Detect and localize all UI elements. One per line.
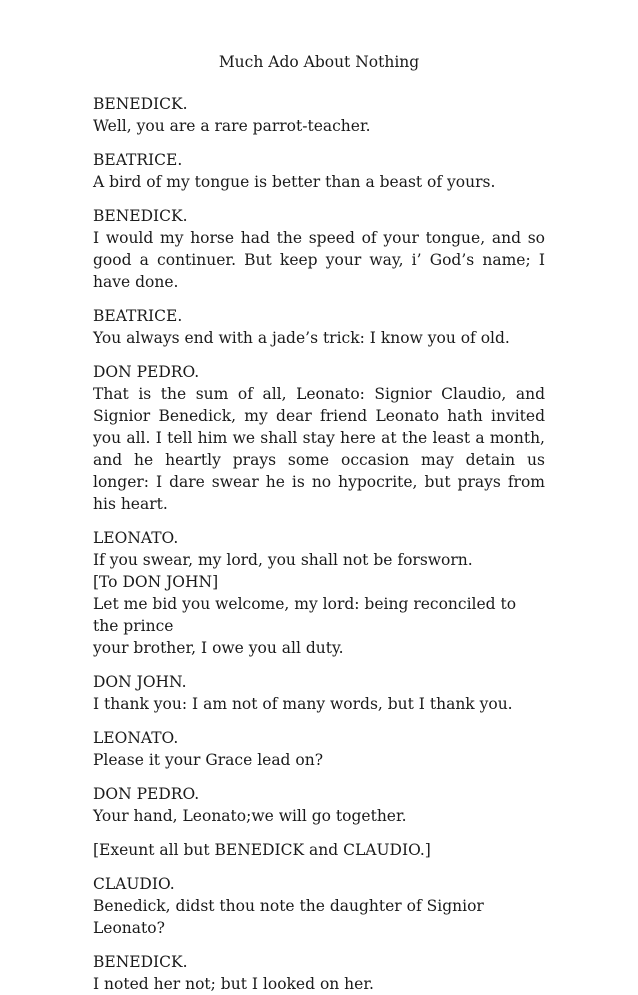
- dialogue-block: [93, 361, 545, 515]
- speaker-name: DON PEDRO.: [93, 363, 200, 381]
- dialogue-block: [93, 671, 545, 715]
- dialogue-block: [93, 149, 545, 193]
- dialogue-block: [93, 305, 545, 349]
- speaker-name: BENEDICK.: [93, 953, 188, 971]
- stage-direction: [To DON JOHN]: [93, 573, 219, 591]
- dialogue-line: A bird of my tongue is better than a beast of yours.: [93, 173, 496, 191]
- speaker-name: BEATRICE.: [93, 307, 183, 325]
- speaker-name: BENEDICK.: [93, 95, 188, 113]
- dialogue-line: You always end with a jade’s trick: I know you of old.: [93, 329, 510, 347]
- dialogue-block: [93, 727, 545, 771]
- dialogue-block: [93, 205, 545, 293]
- speaker-name: CLAUDIO.: [93, 875, 175, 893]
- dialogue-line: Well, you are a rare parrot-teacher.: [93, 117, 371, 135]
- dialogue-line: Let me bid you welcome, my lord: being reconciled to the prince: [93, 595, 517, 635]
- speaker-name: LEONATO.: [93, 729, 179, 747]
- stage-direction-block: [93, 839, 545, 861]
- speaker-name: LEONATO.: [93, 529, 179, 547]
- speaker-name: BEATRICE.: [93, 151, 183, 169]
- dialogue-line: I noted her not; but I looked on her.: [93, 975, 374, 993]
- dialogue-block: [93, 527, 545, 659]
- stage-direction: [Exeunt all but BENEDICK and CLAUDIO.]: [93, 841, 431, 859]
- dialogue-block: [93, 783, 545, 827]
- dialogue-line: I thank you: I am not of many words, but I thank you.: [93, 695, 513, 713]
- speaker-name: DON JOHN.: [93, 673, 187, 691]
- dialogue-block: [93, 873, 545, 939]
- dialogue-line: Please it your Grace lead on?: [93, 751, 324, 769]
- dialogue-text: That is the sum of all, Leonato: Signior Claudio, and Signior Benedick, my dear friend Leonato hath invited you all. I tell him we shall stay here at the least a month, and he heartly prays some occasion may detain us longer: I dare swear he is no hypocrite, but prays from his heart.: [93, 385, 545, 513]
- speaker-name: BENEDICK.: [93, 207, 188, 225]
- dialogue-block: [93, 93, 545, 137]
- dialogue-text: I would my horse had the speed of your tongue, and so good a continuer. But keep your way, i’ God’s name; I have done.: [93, 229, 545, 291]
- speaker-name: DON PEDRO.: [93, 785, 200, 803]
- dialogue-block: [93, 951, 545, 995]
- dialogue-line: Benedick, didst thou note the daughter of Signior Leonato?: [93, 897, 484, 937]
- page-title: Much Ado About Nothing: [218, 53, 420, 71]
- dialogue-line: If you swear, my lord, you shall not be forsworn.: [93, 551, 473, 569]
- dialogue-line: Your hand, Leonato;we will go together.: [93, 807, 407, 825]
- dialogue-line: your brother, I owe you all duty.: [93, 639, 344, 657]
